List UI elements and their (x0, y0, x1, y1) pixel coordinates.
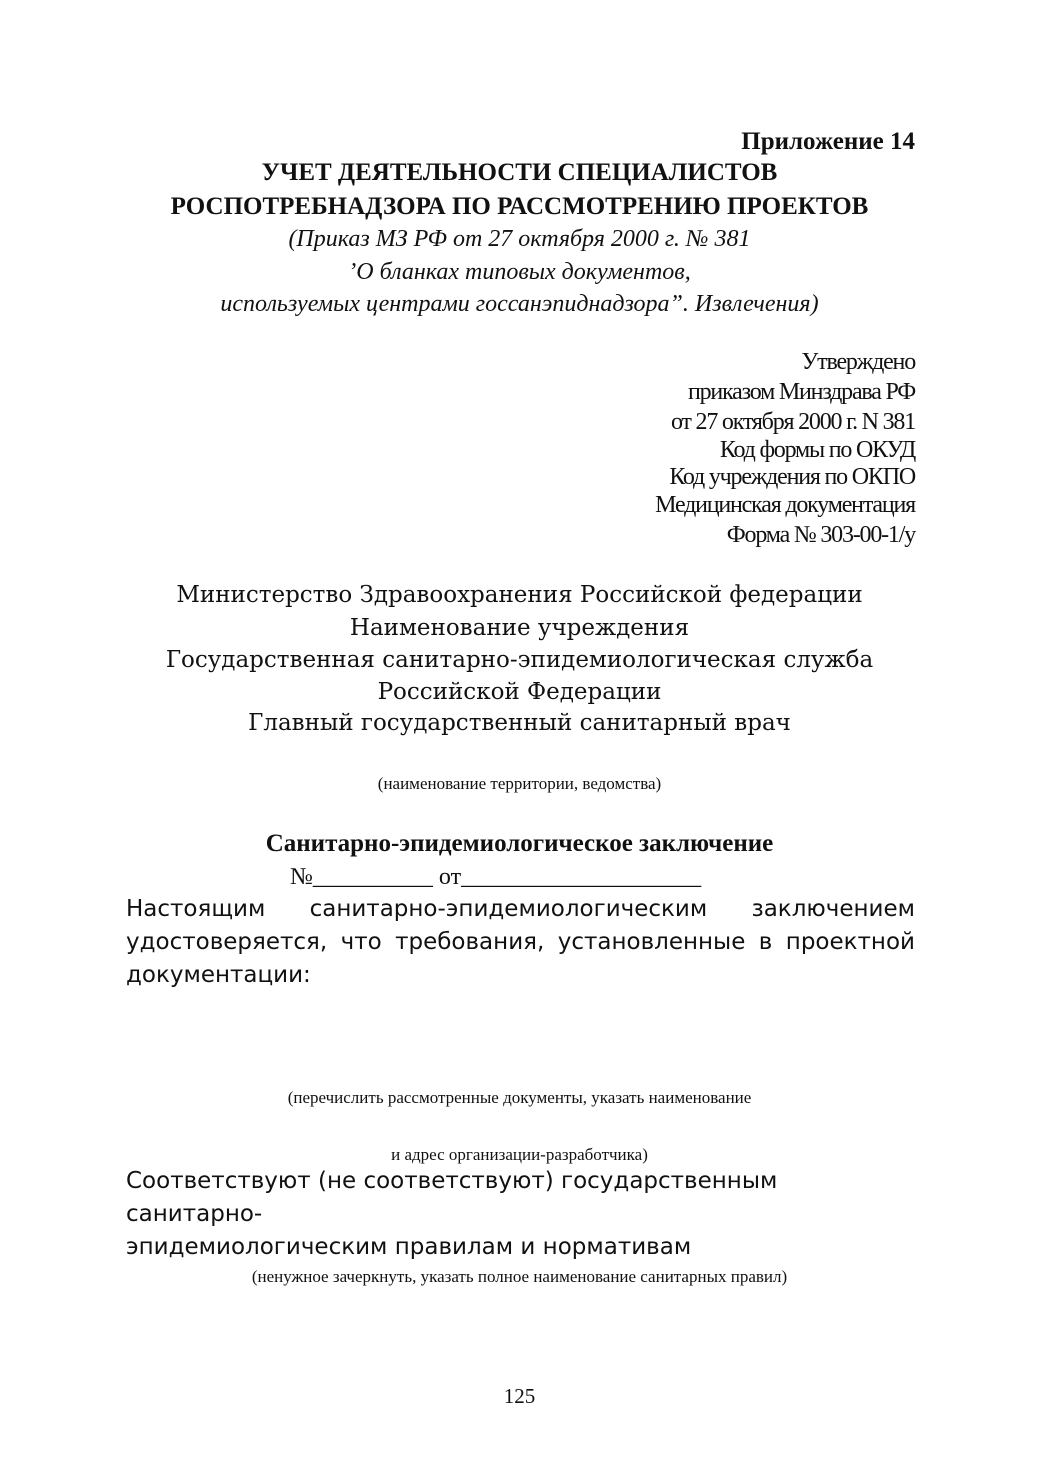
organization-line: Министерство Здравоохранения Российской федерации (176, 582, 863, 608)
compliance-line-1: Соответствуют (не соответствуют) государственным санитарно- (126, 1168, 778, 1227)
approval-line: Медицинская документация (655, 492, 915, 518)
approval-line: Форма № 303-00-1/у (726, 522, 915, 548)
source-reference-line-1: (Приказ МЗ РФ от 27 октября 2000 г. № 381 (288, 226, 751, 252)
organization-line: Главный государственный санитарный врач (248, 710, 791, 736)
source-reference-line-3: используемых центрами госсанэпиднадзора”. Извлечения) (220, 291, 819, 317)
approval-line: от 27 октября 2000 г. N 381 (670, 409, 915, 435)
organization-line: Государственная санитарно-эпидемиологическая служба (165, 647, 874, 673)
sanitary-rules-note: (ненужное зачеркнуть, указать полное наименование санитарных правил) (251, 1267, 788, 1286)
approval-line: Код учреждения по ОКПО (669, 464, 915, 490)
compliance-paragraph (126, 1165, 915, 1264)
page-number: 125 (503, 1384, 536, 1408)
approval-line: Утверждено (801, 349, 915, 375)
developer-address-note: и адрес организации-разработчика) (391, 1145, 648, 1164)
approval-line: Код формы по ОКУД (719, 437, 915, 463)
conclusion-number-line: №__________ от____________________ (290, 864, 702, 890)
approval-line: приказом Минздрава РФ (687, 379, 915, 405)
document-title-line-1: УЧЕТ ДЕЯТЕЛЬНОСТИ СПЕЦИАЛИСТОВ (261, 159, 778, 186)
appendix-label: Приложение 14 (741, 128, 915, 155)
enumerate-documents-note: (перечислить рассмотренные документы, указать наименование (287, 1088, 752, 1107)
conclusion-title: Санитарно-эпидемиологическое заключение (265, 830, 774, 857)
organization-line: Российской Федерации (377, 679, 662, 705)
organization-line: Наименование учреждения (349, 615, 690, 641)
compliance-line-2: эпидемиологическим правилам и нормативам (126, 1234, 692, 1260)
territory-note: (наименование территории, ведомства) (377, 774, 662, 793)
document-title-line-2: РОСПОТРЕБНАДЗОРА ПО РАССМОТРЕНИЮ ПРОЕКТОВ (170, 193, 869, 220)
source-reference-line-2: ’О бланках типовых документов, (348, 259, 691, 285)
conclusion-paragraph: Настоящим санитарно-эпидемиологическим заключением удостоверяется, что требования, установленные в проектной документации: (126, 896, 915, 988)
